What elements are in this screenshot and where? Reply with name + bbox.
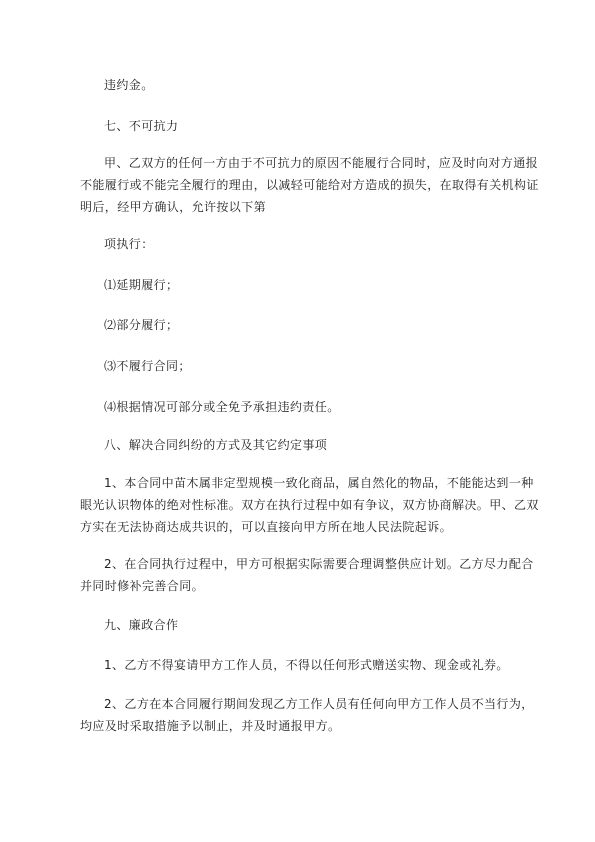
text-line: ⑷根据情况可部分或全免予承担违约责任。 xyxy=(104,400,340,414)
list-item-2 xyxy=(80,314,520,336)
text-line: 七、不可抗力 xyxy=(104,119,179,133)
paragraph-force-majeure xyxy=(80,152,539,218)
list-item-3 xyxy=(80,355,520,377)
list-item-1 xyxy=(80,274,520,296)
text-line: ⑴延期履行； xyxy=(104,278,179,292)
heading-force-majeure xyxy=(80,115,520,137)
text-line: 九、廉政合作 xyxy=(104,618,179,632)
text-line: 项执行： xyxy=(104,237,154,251)
text-line: 2、乙方在本合同履行期间发现乙方工作人员有任何向甲方工作人员不当行为， xyxy=(104,697,534,711)
paragraph-integrity-2 xyxy=(80,693,534,737)
paragraph-execute xyxy=(80,233,520,255)
text-line: 均应及时采取措施予以制止，并及时通报甲方。 xyxy=(80,719,341,733)
paragraph-penalty-end xyxy=(80,74,520,96)
text-line: 眼光认识物体的绝对性标准。双方在执行过程中如有争议，双方协商解决。甲、乙双 xyxy=(80,498,539,512)
text-line: 1、乙方不得宴请甲方工作人员，不得以任何形式赠送实物、现金或礼券。 xyxy=(104,658,509,672)
heading-disputes xyxy=(80,434,520,456)
text-line: 1、本合同中苗木属非定型规模一致化商品，属自然化的物品，不能能达到一种 xyxy=(104,476,534,490)
list-item-4 xyxy=(80,396,520,418)
text-line: ⑶不履行合同； xyxy=(104,359,191,373)
text-line: 2、在合同执行过程中，甲方可根据实际需要合理调整供应计划。乙方尽力配合 xyxy=(104,557,534,571)
text-line: 明后，经甲方确认，允许按以下第 xyxy=(80,200,267,214)
text-line: 甲、乙双方的任何一方由于不可抗力的原因不能履行合同时，应及时向对方通报 xyxy=(104,156,539,170)
text-line: 不能履行或不能完全履行的理由，以减轻可能给对方造成的损失，在取得有关机构证 xyxy=(80,178,539,192)
text-line: 方实在无法协商达成共识的，可以直接向甲方所在地人民法院起诉。 xyxy=(80,520,453,534)
paragraph-integrity-1 xyxy=(80,654,520,676)
text-line: 八、解决合同纠纷的方式及其它约定事项 xyxy=(104,438,328,452)
paragraph-disputes-2 xyxy=(80,553,534,597)
text-line: 违约金。 xyxy=(104,78,154,92)
heading-integrity xyxy=(80,614,520,636)
text-line: 并同时修补完善合同。 xyxy=(80,579,205,593)
text-line: ⑵部分履行； xyxy=(104,318,179,332)
paragraph-disputes-1 xyxy=(80,472,539,538)
